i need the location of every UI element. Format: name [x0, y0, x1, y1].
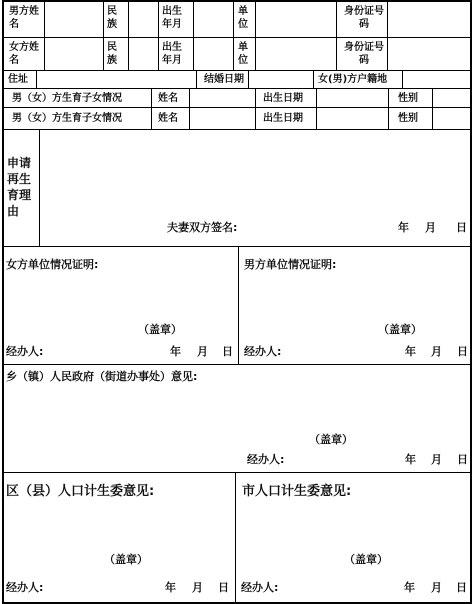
city-year: 年 — [404, 581, 415, 594]
unit-label: 单位 — [238, 42, 248, 66]
col-line — [238, 246, 239, 364]
marriage-date-label: 结婚日期 — [204, 74, 244, 85]
col-line — [196, 70, 197, 88]
child-gender-label: 性别 — [398, 113, 418, 124]
child-gender-label: 性别 — [398, 93, 418, 104]
female-name-field[interactable] — [45, 38, 102, 69]
address-label: 住址 — [8, 74, 28, 85]
female-unit-seal: （盖章） — [138, 323, 182, 336]
row-line — [2, 472, 472, 473]
district-handler: 经办人: — [6, 581, 44, 594]
district-title: 区（县）人口计生委意见: — [6, 484, 155, 499]
child-name-label: 姓名 — [158, 113, 178, 124]
col-line — [255, 88, 256, 129]
city-day: 日 — [456, 581, 467, 594]
male-unit-field[interactable] — [256, 1, 335, 36]
female-unit-field[interactable] — [256, 38, 335, 69]
id-number-label: 身份证号码 — [344, 6, 384, 30]
reason-text-area[interactable] — [40, 130, 469, 216]
child2-name-field[interactable] — [190, 108, 254, 128]
female-unit-month: 月 — [197, 345, 208, 358]
col-line — [313, 70, 314, 88]
row-line — [2, 364, 472, 365]
child1-gender-field[interactable] — [433, 89, 469, 106]
ethnicity-label: 民族 — [107, 42, 117, 66]
township-day: 日 — [457, 453, 468, 466]
col-line — [388, 88, 389, 129]
col-line — [151, 88, 152, 129]
city-handler: 经办人: — [241, 581, 279, 594]
female-unit-day: 日 — [222, 345, 233, 358]
male-id-field[interactable] — [388, 1, 469, 36]
city-title: 市人口计生委意见: — [242, 484, 352, 499]
hukou-label: 女(男)方户籍地 — [318, 74, 388, 85]
id-number-label: 身份证号码 — [344, 42, 384, 66]
male-name-label: 男方姓名 — [9, 6, 39, 30]
reason-year: 年 — [398, 221, 409, 234]
child2-gender-field[interactable] — [433, 108, 469, 128]
child1-birth-field[interactable] — [317, 89, 387, 106]
township-year: 年 — [405, 453, 416, 466]
city-seal: （盖章） — [344, 553, 388, 566]
district-year: 年 — [165, 581, 176, 594]
male-unit-month: 月 — [431, 345, 442, 358]
female-name-label: 女方姓名 — [9, 42, 39, 66]
child2-birth-field[interactable] — [317, 108, 387, 128]
female-unit-year: 年 — [170, 345, 181, 358]
male-unit-title: 男方单位情况证明: — [244, 258, 337, 271]
female-birth-field[interactable] — [194, 38, 232, 69]
ethnicity-label: 民族 — [107, 6, 117, 30]
reason-label: 申请再生育理由 — [7, 156, 32, 218]
male-ethnicity-field[interactable] — [129, 1, 157, 36]
township-seal: （盖章） — [309, 433, 353, 446]
township-title: 乡（镇）人民政府（街道办事处）意见: — [6, 370, 198, 383]
children-label: 男（女）方生育子女情况 — [12, 93, 122, 104]
col-line — [158, 0, 159, 70]
male-unit-year: 年 — [405, 345, 416, 358]
township-month: 月 — [431, 453, 442, 466]
male-name-field[interactable] — [45, 1, 102, 36]
child-birth-label: 出生日期 — [263, 93, 303, 104]
male-unit-seal: （盖章） — [378, 323, 422, 336]
district-month: 月 — [192, 581, 203, 594]
children-label: 男（女）方生育子女情况 — [12, 113, 122, 124]
child-name-label: 姓名 — [158, 93, 178, 104]
hukou-field[interactable] — [403, 71, 469, 87]
male-unit-handler: 经办人: — [244, 345, 282, 358]
district-seal: （盖章） — [104, 553, 148, 566]
female-unit-handler: 经办人: — [6, 345, 44, 358]
birth-label: 出生年月 — [162, 42, 182, 66]
col-line — [233, 0, 234, 70]
female-ethnicity-field[interactable] — [129, 38, 157, 69]
male-unit-day: 日 — [457, 345, 468, 358]
female-id-field[interactable] — [388, 38, 469, 69]
district-day: 日 — [218, 581, 229, 594]
col-line — [103, 0, 104, 70]
row-line — [2, 246, 472, 247]
border-right — [470, 0, 472, 604]
col-line — [336, 0, 337, 70]
reason-day: 日 — [456, 221, 467, 234]
township-handler: 经办人: — [247, 453, 285, 466]
border-left — [2, 0, 4, 604]
marriage-date-field[interactable] — [249, 71, 312, 87]
reason-month: 月 — [425, 221, 436, 234]
city-month: 月 — [431, 581, 442, 594]
col-line — [235, 472, 236, 604]
child1-name-field[interactable] — [190, 89, 254, 106]
address-field[interactable] — [37, 71, 195, 87]
birth-label: 出生年月 — [162, 6, 182, 30]
male-birth-field[interactable] — [194, 1, 232, 36]
female-unit-title: 女方单位情况证明: — [6, 258, 99, 271]
unit-label: 单位 — [238, 6, 248, 30]
child-birth-label: 出生日期 — [263, 113, 303, 124]
couple-signature-label: 夫妻双方签名: — [167, 221, 238, 234]
